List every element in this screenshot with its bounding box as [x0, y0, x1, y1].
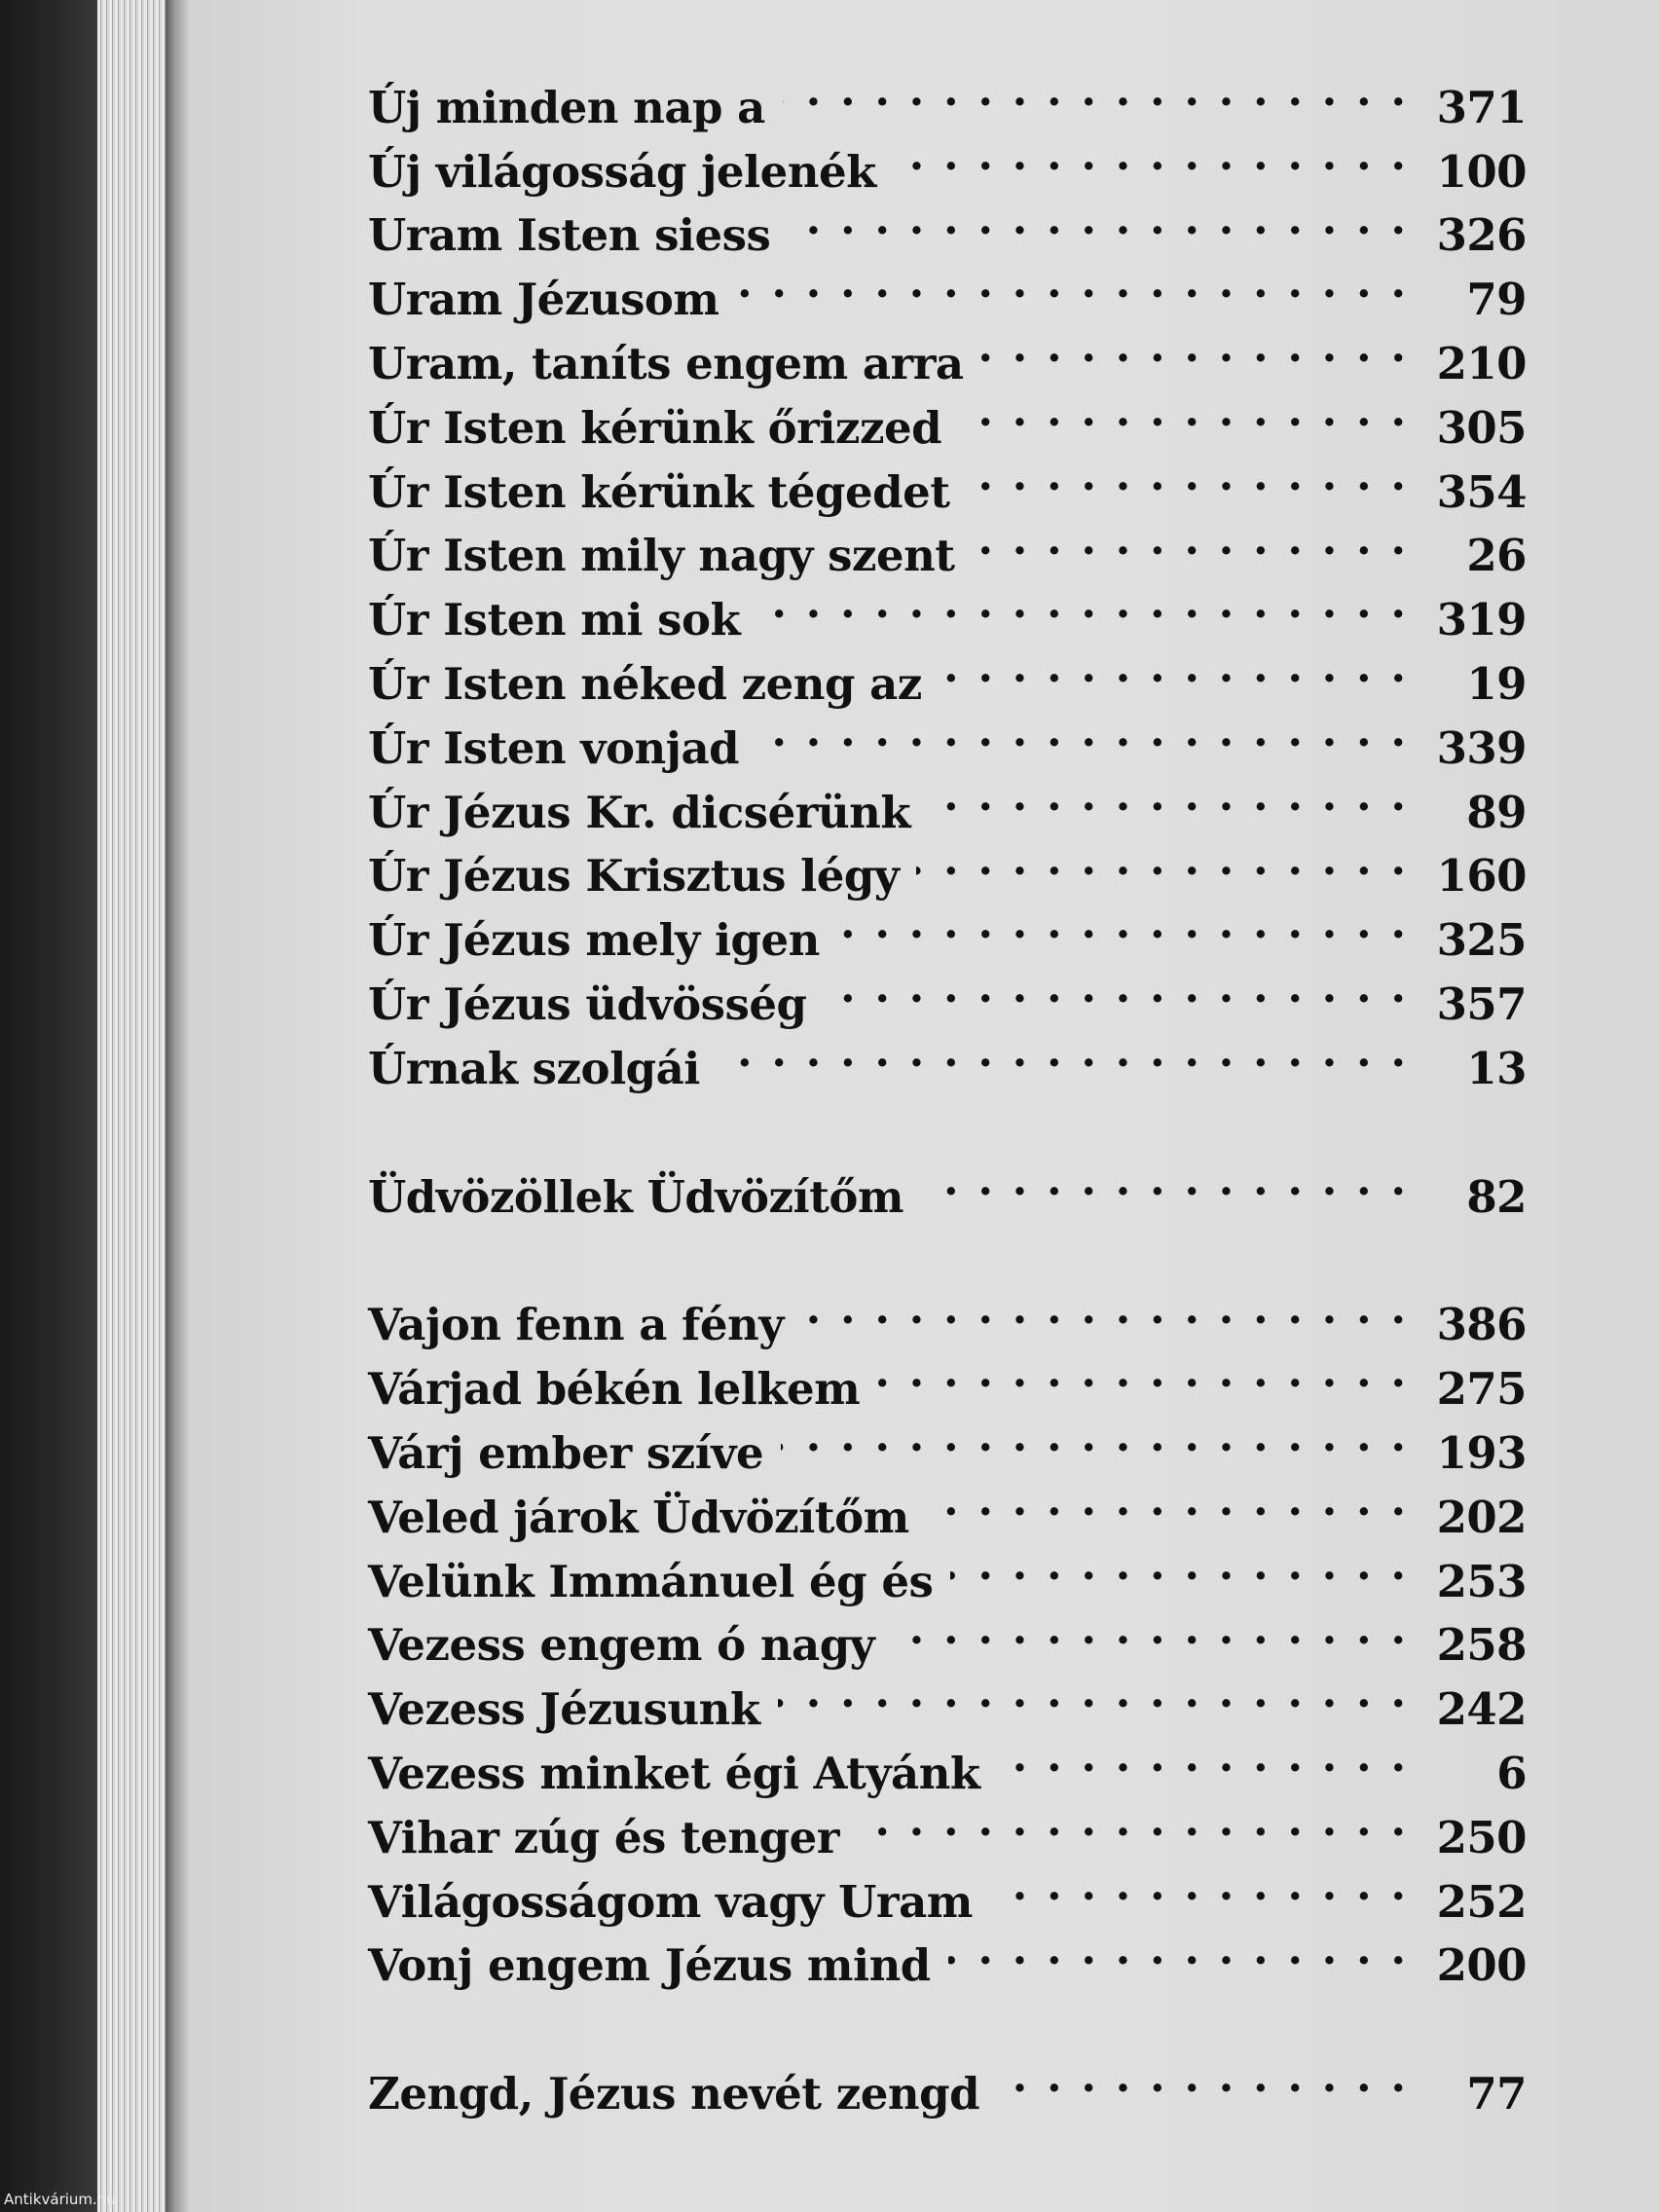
entry-page-number: 326 [1436, 209, 1527, 262]
dot-leader [921, 1148, 1408, 1212]
dot-leader [718, 1019, 1408, 1084]
entry-page-number: 386 [1436, 1299, 1527, 1351]
entry-title: Várj ember szíve [368, 1426, 764, 1479]
entry-title: Uram, taníts engem arra [368, 337, 964, 389]
entry-title: Úr Isten kérünk őrizzed [368, 401, 942, 454]
dot-leader [894, 123, 1408, 187]
entry-page-number: 325 [1436, 914, 1527, 967]
dot-leader [940, 635, 1408, 699]
entry-title: Üdvözöllek Üdvözítőm [368, 1170, 904, 1223]
entry-page-number: 371 [1436, 81, 1527, 133]
entry-page-number: 252 [1436, 1875, 1527, 1928]
dot-leader [981, 314, 1408, 379]
dot-leader [737, 250, 1408, 314]
entry-title: Vezess minket égi Atyánk [368, 1747, 980, 1799]
entry-title: Vonj engem Jézus mind [368, 1939, 931, 1992]
dot-leader [801, 1276, 1408, 1341]
entry-page-number: 200 [1436, 1939, 1527, 1992]
index-group [368, 1276, 1527, 1992]
entry-page-number: 79 [1466, 274, 1527, 326]
index-group [368, 2045, 1527, 2120]
entry-title: Világosságom vagy Uram [368, 1875, 973, 1928]
entry-page-number: 193 [1436, 1426, 1527, 1479]
entry-page-number: 77 [1466, 2068, 1527, 2120]
page-edges [97, 0, 173, 2212]
entry-title: Úr Isten néked zeng az [368, 657, 922, 710]
entry-title: Úr Isten vonjad [368, 721, 740, 774]
dot-leader [757, 571, 1408, 635]
entry-title: Úrnak szolgái [368, 1042, 700, 1094]
entry-page-number: 6 [1496, 1747, 1527, 1799]
entry-page-number: 253 [1436, 1555, 1527, 1607]
index-entry [368, 1148, 1527, 1223]
entry-page-number: 82 [1466, 1170, 1527, 1223]
entry-title: Vajon fenn a fény [368, 1299, 784, 1351]
dot-leader [950, 1532, 1408, 1597]
entry-page-number: 319 [1436, 594, 1527, 646]
dot-leader [778, 1660, 1408, 1724]
entry-page-number: 354 [1436, 465, 1527, 518]
dot-leader [973, 507, 1408, 571]
dot-leader [968, 443, 1409, 507]
entry-title: Úr Isten mily nagy szent [368, 530, 955, 582]
entry-title: Úr Isten mi sok [368, 594, 741, 646]
entry-title: Úr Jézus Kr. dicsérünk [368, 786, 911, 838]
gutter-shadow [166, 0, 189, 2212]
entry-title: Úr Jézus Krisztus légy [368, 850, 900, 903]
entry-title: Veled járok Üdvözítőm [368, 1491, 909, 1543]
entry-page-number: 19 [1466, 657, 1527, 710]
dot-leader [998, 1724, 1408, 1788]
dot-leader [997, 2045, 1408, 2109]
entry-page-number: 13 [1466, 1042, 1527, 1094]
index-group [368, 58, 1527, 1094]
entry-title: Uram Isten siess [368, 209, 771, 262]
index-entry [368, 1276, 1527, 1351]
dot-leader [788, 187, 1408, 251]
index-entry [368, 2045, 1527, 2120]
dot-leader [756, 699, 1408, 763]
dot-leader [857, 1788, 1408, 1853]
index-entry [368, 58, 1527, 133]
entry-page-number: 275 [1436, 1363, 1527, 1416]
entry-page-number: 100 [1436, 145, 1527, 198]
entry-page-number: 258 [1436, 1619, 1527, 1672]
entry-title: Úr Isten kérünk tégedet [368, 465, 950, 518]
dot-leader [927, 1468, 1408, 1532]
dot-leader [948, 1917, 1408, 1981]
entry-title: Zengd, Jézus nevét zengd [368, 2068, 980, 2120]
dot-leader [959, 379, 1408, 443]
song-index [368, 58, 1527, 2173]
entry-title: Vezess engem ó nagy [368, 1619, 875, 1672]
dot-leader [892, 1597, 1408, 1661]
entry-page-number: 26 [1466, 530, 1527, 582]
entry-page-number: 89 [1466, 786, 1527, 838]
book-binding [0, 0, 97, 2212]
entry-title: Vihar zúg és tenger [368, 1811, 839, 1863]
entry-page-number: 210 [1436, 337, 1527, 389]
entry-page-number: 339 [1436, 721, 1527, 774]
watermark: Antikvárium.hu [4, 2191, 116, 2208]
dot-leader [837, 891, 1408, 955]
dot-leader [990, 1853, 1408, 1917]
index-group [368, 1148, 1527, 1223]
dot-leader [928, 763, 1408, 828]
entry-page-number: 305 [1436, 401, 1527, 454]
entry-title: Velünk Immánuel ég és [368, 1555, 934, 1607]
entry-page-number: 242 [1436, 1683, 1527, 1736]
entry-title: Új minden nap a [368, 81, 765, 133]
entry-title: Uram Jézusom [368, 274, 719, 326]
dot-leader [781, 1404, 1408, 1468]
dot-leader [783, 58, 1408, 123]
entry-title: Úr Jézus mely igen [368, 914, 820, 967]
dot-leader [877, 1340, 1408, 1404]
entry-title: Várjad békén lelkem [368, 1363, 861, 1416]
entry-page-number: 357 [1436, 977, 1527, 1030]
entry-title: Úr Jézus üdvösség [368, 977, 807, 1030]
entry-title: Új világosság jelenék [368, 145, 876, 198]
entry-page-number: 202 [1436, 1491, 1527, 1543]
entry-page-number: 250 [1436, 1811, 1527, 1863]
dot-leader [916, 828, 1408, 892]
dot-leader [824, 955, 1408, 1019]
entry-page-number: 160 [1436, 850, 1527, 903]
entry-title: Vezess Jézusunk [368, 1683, 760, 1736]
